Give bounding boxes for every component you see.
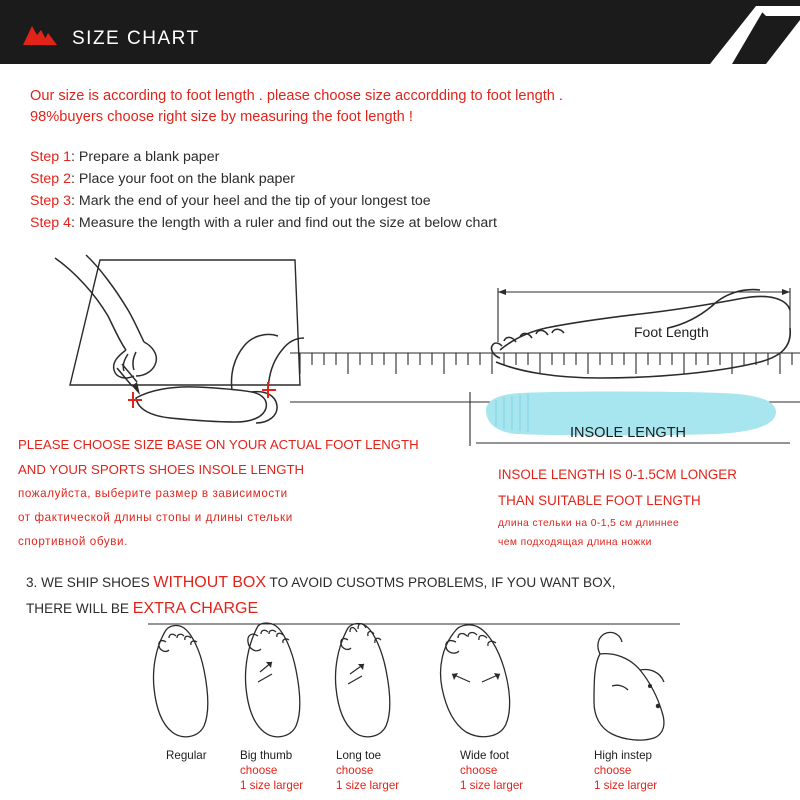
note-left-ru-3: спортивной обуви. [18,535,128,548]
insole-length-label: INSOLE LENGTH [570,425,687,441]
foot-type-advice-big-thumb-1: choose [240,764,278,777]
foot-type-label-long-toe: Long toe [336,749,382,762]
foot-type-advice-long-toe-2: 1 size larger [336,779,400,792]
step-row-1 [30,146,770,168]
note-right-en-1: INSOLE LENGTH IS 0-1.5CM LONGER [498,467,737,482]
note-left-ru-1: пожалуйста, выберите размер в зависимости [18,487,288,500]
shipping-note-line-1 [26,570,776,596]
note-left-en-1: PLEASE CHOOSE SIZE BASE ON YOUR ACTUAL FOOT LENGTH [18,437,419,452]
step-row-3 [30,190,770,212]
foot-type-advice-wide-foot-2: 1 size larger [460,779,524,792]
page-title: SIZE CHART [72,28,200,49]
foot-type-advice-big-thumb-2: 1 size larger [240,779,304,792]
note-left-ru-2: от фактической длины стопы и длины стельки [18,511,293,524]
ship-middle: TO AVOID CUSOTMS PROBLEMS, IF YOU WANT BOX, [266,575,616,590]
step-row-2 [30,168,770,190]
foot-type-label-regular: Regular [166,749,207,762]
swoosh-decoration-icon [560,0,800,64]
foot-type-label-big-thumb: Big thumb [240,749,293,762]
mountain-logo-icon [22,24,58,46]
foot-type-advice-long-toe-1: choose [336,764,374,777]
step-label-4: Step 4 [30,215,72,231]
step-label-3: Step 3 [30,193,72,209]
foot-type-advice-high-instep-2: 1 size larger [594,779,658,792]
notes-right [498,462,798,552]
notes-left [18,432,418,554]
page-header [0,0,800,64]
foot-type-advice-high-instep-1: choose [594,764,632,777]
foot-type-caption-high-instep [594,748,657,793]
foot-type-regular-icon [154,626,208,737]
foot-type-label-wide-foot: Wide foot [460,749,509,762]
step-label-2: Step 2 [30,171,72,187]
foot-type-long-toe-icon [336,624,390,737]
intro-text [0,86,800,128]
step-text-1: : Prepare a blank paper [71,149,220,165]
ship-emphasis-2: EXTRA CHARGE [132,600,259,617]
step-text-2: : Place your foot on the blank paper [71,171,296,187]
hand-tracing-foot-icon [55,255,304,423]
ship-line2-prefix: THERE WILL BE [26,601,133,616]
note-right-ru-2: чем подходящая длина ножки [498,537,652,548]
ship-emphasis-1: WITHOUT BOX [153,574,267,591]
step-label-1: Step 1 [30,149,72,165]
intro-line-1: Our size is according to foot length . please choose size accordding to foot length . [30,88,563,104]
note-right-ru-1: длина стельки на 0-1,5 см длиннее [498,518,680,529]
foot-types-captions [0,748,800,800]
foot-type-wide-foot-icon [441,625,510,737]
note-right-en-2: THAN SUITABLE FOOT LENGTH [498,493,701,508]
foot-length-label: Foot Length [634,324,709,340]
step-row-4 [30,212,770,234]
foot-type-high-instep-icon [594,632,664,740]
steps-list [0,146,800,234]
foot-type-caption-big-thumb [240,748,303,793]
step-text-4: : Measure the length with a ruler and find out the size at below chart [71,215,497,231]
note-left-en-2: AND YOUR SPORTS SHOES INSOLE LENGTH [18,462,305,477]
foot-type-caption-long-toe [336,748,399,793]
intro-line-2: 98%buyers choose right size by measuring the foot length ! [30,109,413,125]
foot-type-advice-wide-foot-1: choose [460,764,498,777]
step-text-3: : Mark the end of your heel and the tip of your longest toe [71,193,431,209]
foot-type-label-high-instep: High instep [594,749,653,762]
foot-type-caption-wide-foot [460,748,523,793]
ship-prefix: 3. WE SHIP SHOES [26,575,154,590]
foot-type-big-thumb-icon [246,623,300,737]
